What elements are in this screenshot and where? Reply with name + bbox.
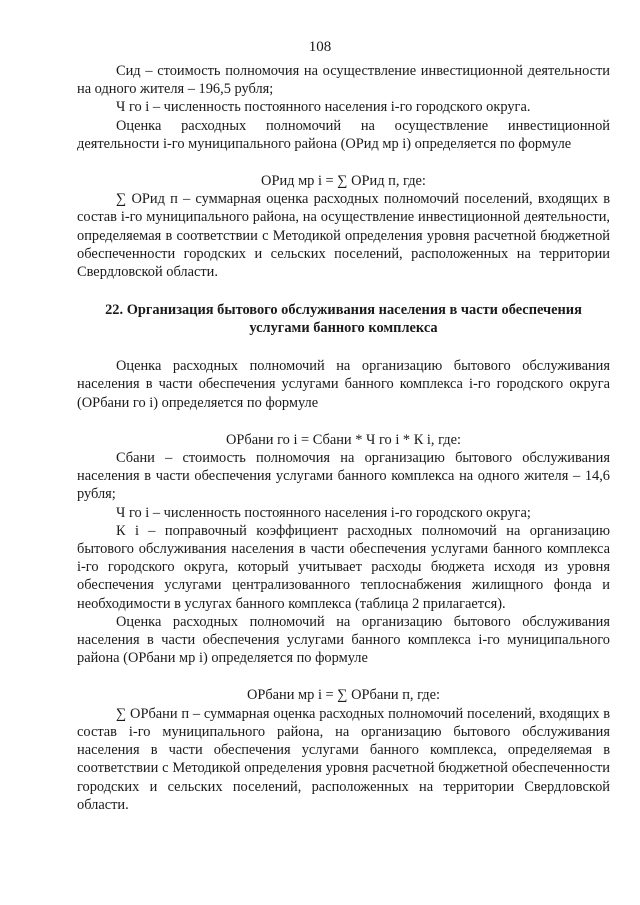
- paragraph-sbani-definition: Сбани – стоимость полномочия на организацию бытового обслуживания населения в части обеспечения услугами банного комплекса на одного жителя – 14,6 рубля;: [77, 450, 610, 503]
- paragraph-sid-definition: Сид – стоимость полномочия на осуществление инвестиционной деятельности на одного жителя – 196,5 рубля;: [77, 63, 610, 98]
- formula-orid-mr: ОРид мр i = ∑ ОРид п, где:: [261, 173, 426, 190]
- paragraph-orbani-go-intro: Оценка расходных полномочий на организацию бытового обслуживания населения в части обеспечения услугами банного комплекса i-го городского округа (ОРбани го i) определяется по формуле: [77, 358, 610, 411]
- formula-orbani-go: ОРбани го i = Сбани * Ч го i * К i, где:: [226, 431, 461, 448]
- spacer: [77, 337, 610, 357]
- paragraph-orbani-sum-definition: ∑ ОРбани п – суммарная оценка расходных полномочий поселений, входящих в состав i-го муниципального района, на организацию бытового обслуживания населения в части обеспечения услугами банного комплекса, определяемая в соответствии с Методикой определения уровня расчетной бюджетной обеспеченности городских и сельских поселений, расположенных на территории Свердловской области.: [77, 705, 610, 813]
- spacer: [77, 281, 610, 301]
- spacer: [77, 667, 610, 686]
- paragraph-population-definition: Ч го i – численность постоянного населения i-го городского округа.: [116, 99, 531, 116]
- paragraph-ki-definition: К i – поправочный коэффициент расходных полномочий на организацию бытового обслуживания населения в части обеспечения услугами банного комплекса i-го городского округа, который учитывает расходы бюджета исходя из уровня обеспечения услугами централизованного теплоснабжения жилищного фонда и необходимости в услугах банного комплекса (таблица 2 прилагается).: [77, 522, 610, 612]
- section-heading-22: 22. Организация бытового обслуживания населения в части обеспечения услугами банного комплекса: [105, 302, 582, 337]
- page-number: 108: [308, 39, 332, 55]
- formula-orbani-mr: ОРбани мр i = ∑ ОРбани п, где:: [246, 687, 441, 704]
- paragraph-orid-intro: Оценка расходных полномочий на осуществление инвестиционной деятельности i-го муниципального района (ОРид мр i) определяется по формуле: [77, 117, 610, 152]
- paragraph-population-definition-2: Ч го i – численность постоянного населения i-го городского округа;: [116, 504, 531, 521]
- paragraph-orbani-mr-intro: Оценка расходных полномочий на организацию бытового обслуживания населения в части обеспечения услугами банного комплекса i-го муниципального района (ОРбани мр i) определяется по формуле: [77, 613, 610, 667]
- document-body: [77, 62, 610, 814]
- paragraph-orid-sum-definition: ∑ ОРид п – суммарная оценка расходных полномочий поселений, входящих в состав i-го муниципального района, на осуществление инвестиционной деятельности, определяемая в соответствии с Методикой определения уровня расчетной бюджетной обеспеченности городских и сельских поселений, расположенных на территории Свердловской области.: [77, 191, 610, 281]
- spacer: [77, 412, 610, 431]
- spacer: [77, 153, 610, 172]
